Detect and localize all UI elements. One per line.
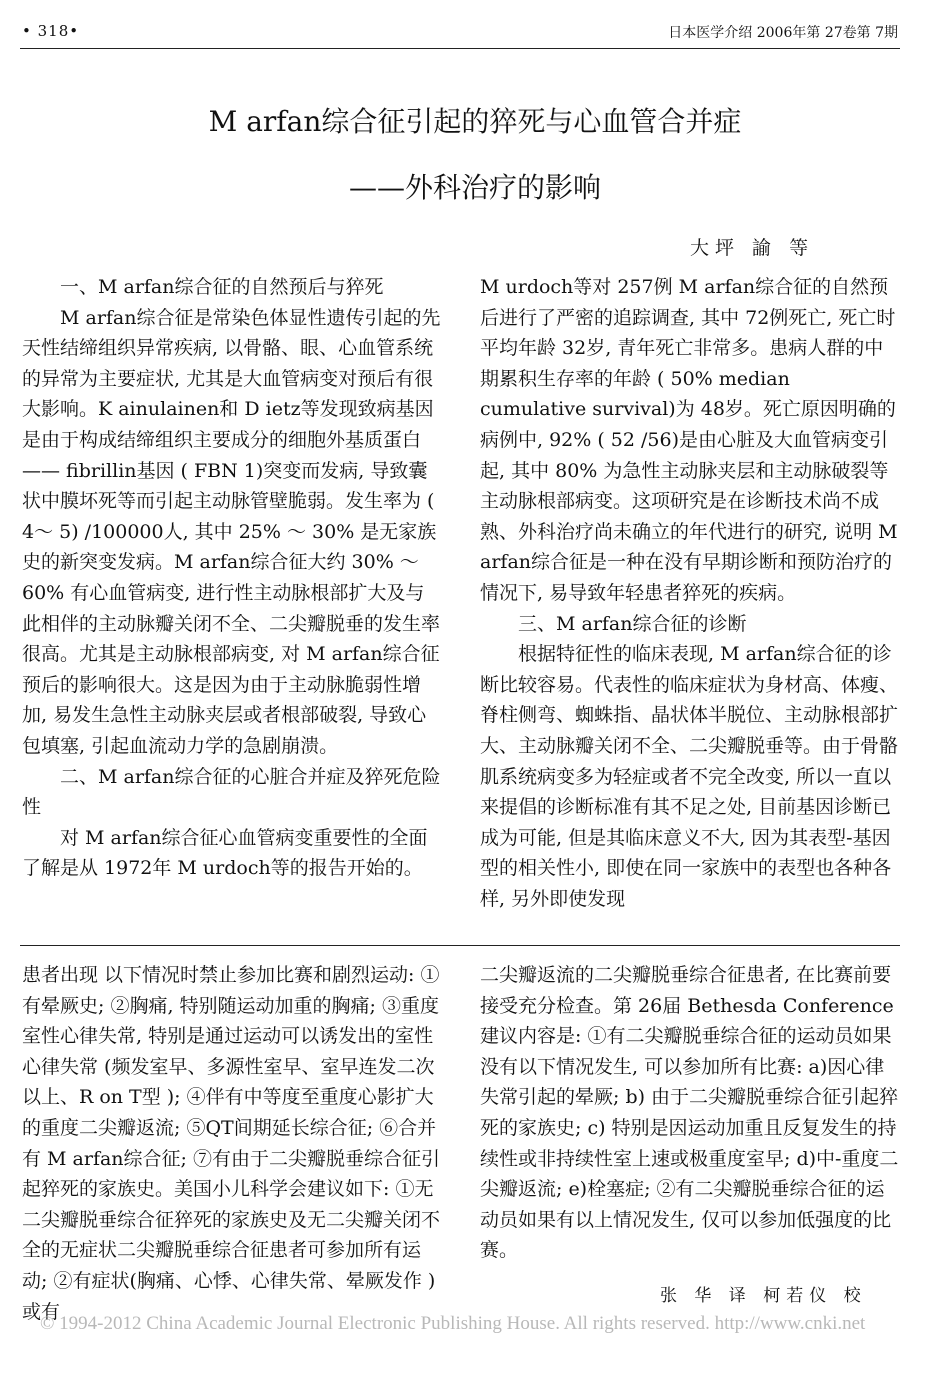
lower-right-text: 二尖瓣返流的二尖瓣脱垂综合征患者, 在比赛前要接受充分检查。第 26届 Bethesda Conference建议内容是: ①有二尖瓣脱垂综合征的运动员如果没有以下情况发生, 可以参加所有比赛: a)因心律失常引起的晕厥; b) 由于二尖瓣脱垂综合征引起猝死的家族史; c) 特别是因运动加重且反复发生的持续性或非持续性室上速或极重度室早; d)中-重度二尖瓣返流; e)栓塞症; ②有二尖瓣脱垂综合征的运动员如果有以上情况发生, 仅可以参加低强度的比赛。 [480,964,899,1262]
translator-credit: 张 华 译 柯若仪 校 [660,1286,867,1306]
copyright-watermark: © 1994-2012 China Academic Journal Electronic Publishing House. All rights reserved. http://www.cnki.net [40,1313,866,1334]
author: 大坪 諭 等 [690,237,815,259]
lower-left-text: 患者出现 以下情况时禁止参加比赛和剧烈运动: ①有晕厥史; ②胸痛, 特别随运动加重的胸痛; ③重度室性心律失常, 特别是通过运动可以诱发出的室性心律失常 (频发室早、多源性室早、室早连发二次以上、R on T型 ); ④伴有中等度至重度心影扩大的重度二尖瓣返流; ⑤QT间期延长综合征; ⑥合并有 M arfan综合征; ⑦有由于二尖瓣脱垂综合征引起猝死的家族史。美国小儿科学会建议如下: ①无二尖瓣脱垂综合征猝死的家族史及无二尖瓣关闭不全的无症状二尖瓣脱垂综合征患者可参加所有运动; ②有症状(胸痛、心悸、心律失常、晕厥发作 )或有 [22,964,441,1323]
section-heading-3: 三、M arfan综合征的诊断 [518,612,747,635]
header-rule [20,48,900,49]
paragraph-continued: M urdoch等对 257例 M arfan综合征的自然预后进行了严密的追踪调查, 其中 72例死亡, 死亡时平均年龄 32岁, 青年死亡非常多。患病人群的中期累积生存率的年龄 ( 50% median cumulative survival)为 48岁。死亡原因明确的病例中, 92% ( 52 /56)是由心脏及大血管病变引起, 其中 80% 为急性主动脉夹层和主动脉破裂等主动脉根部病变。这项研究是在诊断技术尚不成熟、外科治疗尚未确立的年代进行的研究, 说明 M arfan综合征是一种在没有早期诊断和预防治疗的情况下, 易导致年轻患者猝死的疾病。 [480,276,898,604]
paragraph-1: M arfan综合征是常染色体显性遗传引起的先天性结缔组织异常疾病, 以骨骼、眼、心血管系统的异常为主要症状, 尤其是大血管病变对预后有很大影响。K ainulainen和 D ietz等发现致病基因是由于构成结缔组织主要成分的细胞外基质蛋白 —— fibrillin基因 ( FBN 1)突变而发病, 导致囊状中膜坏死等而引起主动脉管壁脆弱。发生率为 ( 4～ 5) /100000人, 其中 25% ～ 30% 是无家族史的新突变发病。M arfan综合征大约 30% ～ 60% 有心血管病变, 进行性主动脉根部扩大及与此相伴的主动脉瓣关闭不全、二尖瓣脱垂的发生率很高。尤其是主动脉根部病变, 对 M arfan综合征预后的影响很大。这是因为由于主动脉脆弱性增加, 易发生急性主动脉夹层或者根部破裂, 导致心包填塞, 引起血流动力学的急剧崩溃。 [22,306,441,757]
lower-right-column [480,960,900,1266]
upper-left-column [22,272,442,884]
page-number: • 318• [22,22,80,40]
lower-left-column [22,960,442,1327]
section-divider [20,945,900,946]
paragraph-2: 对 M arfan综合征心血管病变重要性的全面了解是从 1972年 M urdoch等的报告开始的。 [22,826,428,880]
section-heading-2: 二、M arfan综合征的心脏合并症及猝死危险性 [22,765,441,819]
journal-info: 日本医学介绍 2006年第 27卷第 7期 [668,25,898,41]
article-title: M arfan综合征引起的猝死与心血管合并症 [208,105,742,138]
article-subtitle: ——外科治疗的影响 [348,171,601,204]
upper-right-column [480,272,900,914]
section-heading-1: 一、M arfan综合征的自然预后与猝死 [60,276,384,298]
paragraph-3: 根据特征性的临床表现, M arfan综合征的诊断比较容易。代表性的临床症状为身材高、体瘦、脊柱侧弯、蜘蛛指、晶状体半脱位、主动脉根部扩大、主动脉瓣关闭不全、二尖瓣脱垂等。由于骨骼肌系统病变多为轻症或者不完全改变, 所以一直以来提倡的诊断标准有其不足之处, 目前基因诊断已成为可能, 但是其临床意义不大, 因为其表型-基因型的相关性小, 即使在同一家族中的表型也各种各样, 另外即使发现 [480,643,899,910]
